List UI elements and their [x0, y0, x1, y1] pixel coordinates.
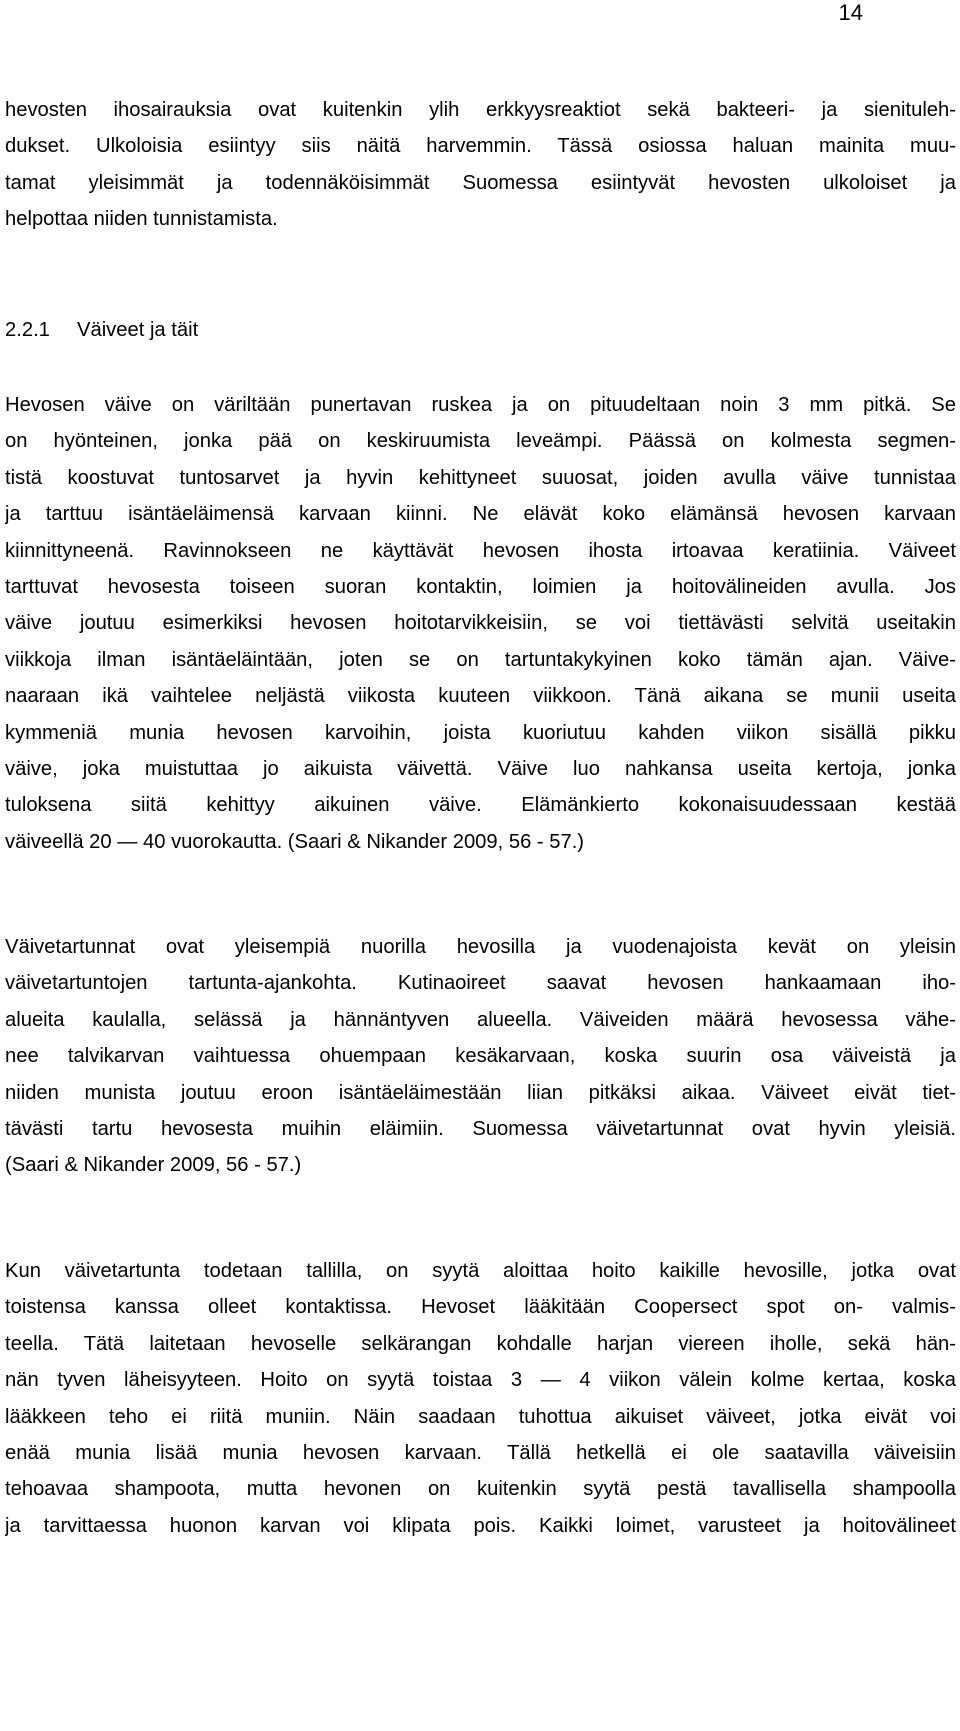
text-line: naaraan ikä vaihtelee neljästä viikosta kuuteen viikkoon. Tänä aikana se munii useita	[5, 685, 956, 708]
text-line: lääkkeen teho ei riitä muniin. Näin saadaan tuhottua aikuiset väiveet, jotka eivät voi	[5, 1405, 956, 1428]
text-line: toistensa kanssa olleet kontaktissa. Hevoset lääkitään Coopersect spot on- valmis-	[5, 1296, 956, 1319]
text-line: alueita kaulalla, selässä ja hännäntyven alueella. Väiveiden määrä hevosessa vähe-	[5, 1008, 956, 1031]
text-line: dukset. Ulkoloisia esiintyy siis näitä harvemmin. Tässä osiossa haluan mainita muu-	[5, 135, 956, 158]
page-number: 14	[838, 0, 863, 25]
text-line: enää munia lisää munia hevosen karvaan. Tällä hetkellä ei ole saatavilla väiveisiin	[5, 1441, 956, 1464]
text-line: tamat yleisimmät ja todennäköisimmät Suomessa esiintyvät hevosten ulkoloiset ja	[5, 171, 956, 194]
text-line: kiinnittyneenä. Ravinnokseen ne käyttävät hevosen ihosta irtoavaa keratiinia. Väiveet	[5, 539, 956, 562]
paragraph-1	[0, 387, 960, 860]
section-title: Väiveet ja täit	[77, 319, 199, 341]
text-line: tävästi tartu hevosesta muihin eläimiin. Suomessa väivetartunnat ovat hyvin yleisiä.	[5, 1117, 956, 1140]
text-line: nän tyven läheisyyteen. Hoito on syytä toistaa 3 — 4 viikon välein kolme kertaa, koska	[5, 1369, 956, 1392]
text-line: nee talvikarvan vaihtuessa ohuempaan kesäkarvaan, koska suurin osa väiveistä ja	[5, 1045, 956, 1068]
intro-paragraph	[0, 92, 960, 238]
text-line: väive joutuu esimerkiksi hevosen hoitotarvikkeisiin, se voi tiettävästi selvitä useitakin	[5, 612, 956, 635]
text-line: tistä koostuvat tuntosarvet ja hyvin kehittyneet suuosat, joiden avulla väive tunnistaa	[5, 466, 956, 489]
text-line: tehoavaa shampoota, mutta hevonen on kuitenkin syytä pestä tavallisella shampoolla	[5, 1478, 956, 1501]
text-line: kymmeniä munia hevosen karvoihin, joista kuoriutuu kahden viikon sisällä pikku	[5, 721, 956, 744]
text-line: viikkoja ilman isäntäeläintään, joten se on tartuntakykyinen koko tämän ajan. Väive-	[5, 648, 956, 671]
section-number: 2.2.1	[5, 319, 50, 341]
text-line: tuloksena siitä kehittyy aikuinen väive. Elämänkierto kokonaisuudessaan kestää	[5, 794, 956, 817]
text-line: Hevosen väive on väriltään punertavan ruskea ja on pituudeltaan noin 3 mm pitkä. Se	[5, 394, 956, 416]
text-line: helpottaa niiden tunnistamista.	[5, 208, 278, 231]
text-line: niiden munista joutuu eroon isäntäeläimestään liian pitkäksi aikaa. Väiveet eivät tiet-	[5, 1081, 956, 1104]
text-line: väive, joka muistuttaa jo aikuista väivettä. Väive luo nahkansa useita kertoja, jonka	[5, 757, 956, 780]
text-line: tarttuvat hevosesta toiseen suoran kontaktin, loimien ja hoitovälineiden avulla. Jos	[5, 575, 956, 598]
section-heading	[5, 312, 198, 348]
text-line: on hyönteinen, jonka pää on keskiruumista leveämpi. Päässä on kolmesta segmen-	[5, 430, 956, 453]
text-line: ja tarvittaessa huonon karvan voi klipata pois. Kaikki loimet, varusteet ja hoitovälineet	[5, 1514, 956, 1537]
text-line: väivetartuntojen tartunta-ajankohta. Kutinaoireet saavat hevosen hankaamaan iho-	[5, 972, 956, 995]
text-line: Kun väivetartunta todetaan tallilla, on syytä aloittaa hoito kaikille hevosille, jotka ovat	[5, 1260, 956, 1282]
text-line: väiveellä 20 — 40 vuorokautta. (Saari & Nikander 2009, 56 - 57.)	[5, 830, 585, 853]
text-line: ja tarttuu isäntäeläimensä karvaan kiinni. Ne elävät koko elämänsä hevosen karvaan	[5, 503, 956, 526]
text-line: hevosten ihosairauksia ovat kuitenkin ylih erkkyysreaktiot sekä bakteeri- ja sienituleh-	[5, 99, 956, 121]
text-line: teella. Tätä laitetaan hevoselle selkärangan kohdalle harjan viereen iholle, sekä hän-	[5, 1332, 956, 1355]
paragraph-3	[0, 1253, 960, 1544]
paragraph-2	[0, 929, 960, 1184]
text-line: (Saari & Nikander 2009, 56 - 57.)	[5, 1154, 302, 1177]
text-line: Väivetartunnat ovat yleisempiä nuorilla hevosilla ja vuodenajoista kevät on yleisin	[5, 936, 956, 958]
